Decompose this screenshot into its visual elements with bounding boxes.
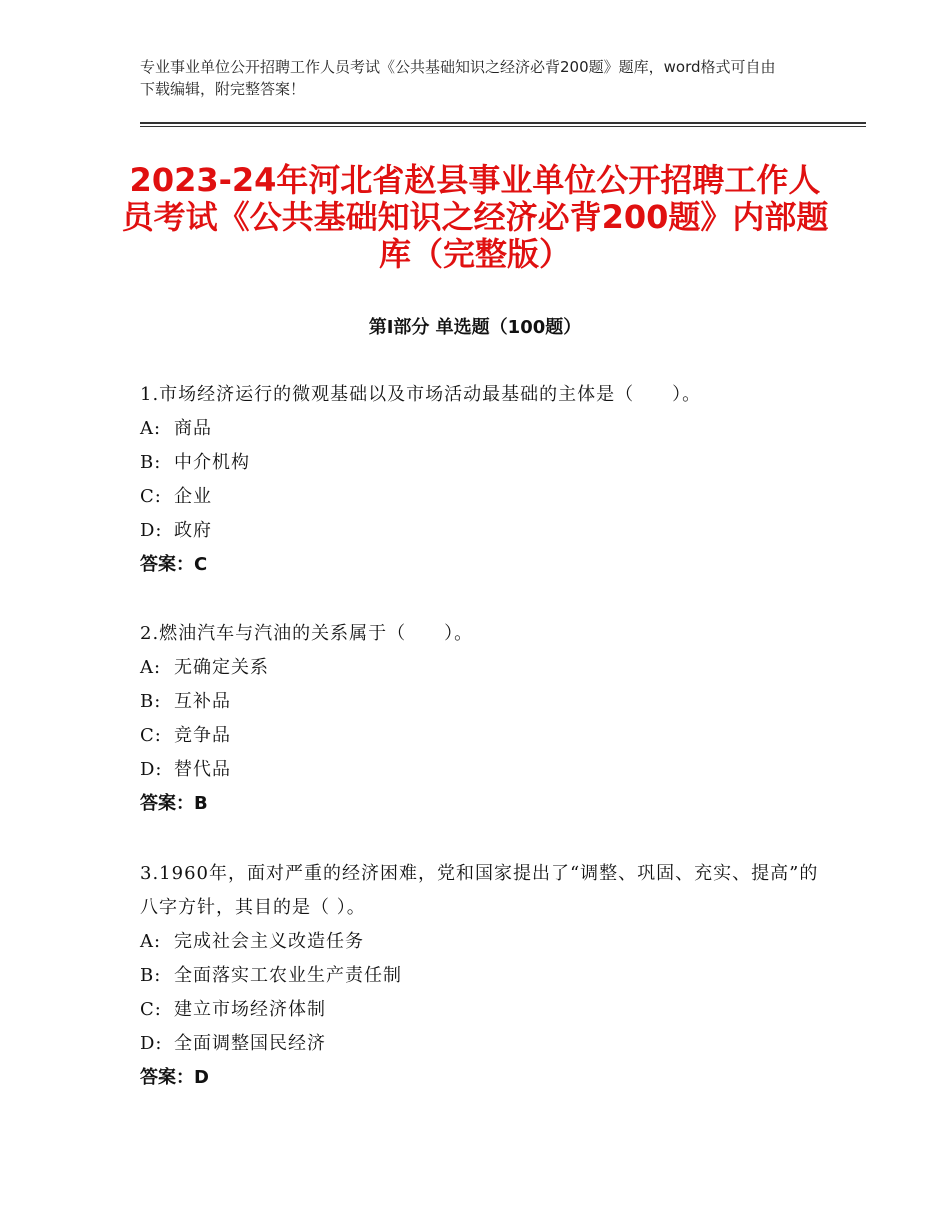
option-c — [140, 480, 820, 514]
option-b — [140, 685, 820, 719]
question-2 — [140, 617, 820, 821]
document-header-note: 专业事业单位公开招聘工作人员考试《公共基础知识之经济必背200题》题库，word格式可自由下载编辑，附完整答案！ — [140, 58, 776, 98]
question-stem: 3.1960年，面对严重的经济困难，党和国家提出了“调整、巩固、充实、提高”的八字方针，其目的是（ ）。 — [140, 863, 819, 918]
header-divider — [140, 122, 866, 124]
option-text: 企业 — [174, 486, 212, 507]
question-3 — [140, 857, 820, 1095]
section-heading: 第Ⅰ部分 单选题（100题） — [368, 317, 582, 338]
option-letter: C: — [140, 725, 162, 746]
option-text: 完成社会主义改造任务 — [174, 931, 364, 952]
answer-key: 答案：D — [140, 1067, 209, 1088]
option-letter: A: — [140, 418, 162, 439]
option-letter: B: — [140, 965, 162, 986]
option-text: 中介机构 — [174, 452, 250, 473]
option-b — [140, 446, 820, 480]
answer-key: 答案：C — [140, 554, 208, 575]
option-b — [140, 959, 820, 993]
option-d — [140, 1027, 820, 1061]
option-text: 全面调整国民经济 — [174, 1033, 326, 1054]
option-letter: D: — [140, 1033, 163, 1054]
option-letter: C: — [140, 486, 162, 507]
option-letter: B: — [140, 452, 162, 473]
option-letter: C: — [140, 999, 162, 1020]
header-divider-thin — [140, 126, 866, 127]
option-c — [140, 993, 820, 1027]
option-letter: B: — [140, 691, 162, 712]
option-text: 互补品 — [174, 691, 231, 712]
option-d — [140, 753, 820, 787]
option-text: 建立市场经济体制 — [174, 999, 326, 1020]
option-letter: A: — [140, 657, 162, 678]
question-stem: 1.市场经济运行的微观基础以及市场活动最基础的主体是（ ）。 — [140, 384, 702, 405]
option-a — [140, 651, 820, 685]
option-text: 商品 — [174, 418, 212, 439]
option-text: 无确定关系 — [174, 657, 269, 678]
option-letter: A: — [140, 931, 162, 952]
document-title: 2023-24年河北省赵县事业单位公开招聘工作人员考试《公共基础知识之经济必背200题》内部题库（完整版） — [121, 161, 829, 273]
option-text: 政府 — [174, 520, 212, 541]
option-c — [140, 719, 820, 753]
option-letter: D: — [140, 520, 163, 541]
question-stem: 2.燃油汽车与汽油的关系属于（ ）。 — [140, 623, 474, 644]
option-letter: D: — [140, 759, 163, 780]
answer-key: 答案：B — [140, 793, 208, 814]
option-a — [140, 925, 820, 959]
question-1 — [140, 378, 820, 582]
option-d — [140, 514, 820, 548]
option-a — [140, 412, 820, 446]
option-text: 全面落实工农业生产责任制 — [174, 965, 402, 986]
option-text: 竞争品 — [174, 725, 231, 746]
option-text: 替代品 — [174, 759, 231, 780]
